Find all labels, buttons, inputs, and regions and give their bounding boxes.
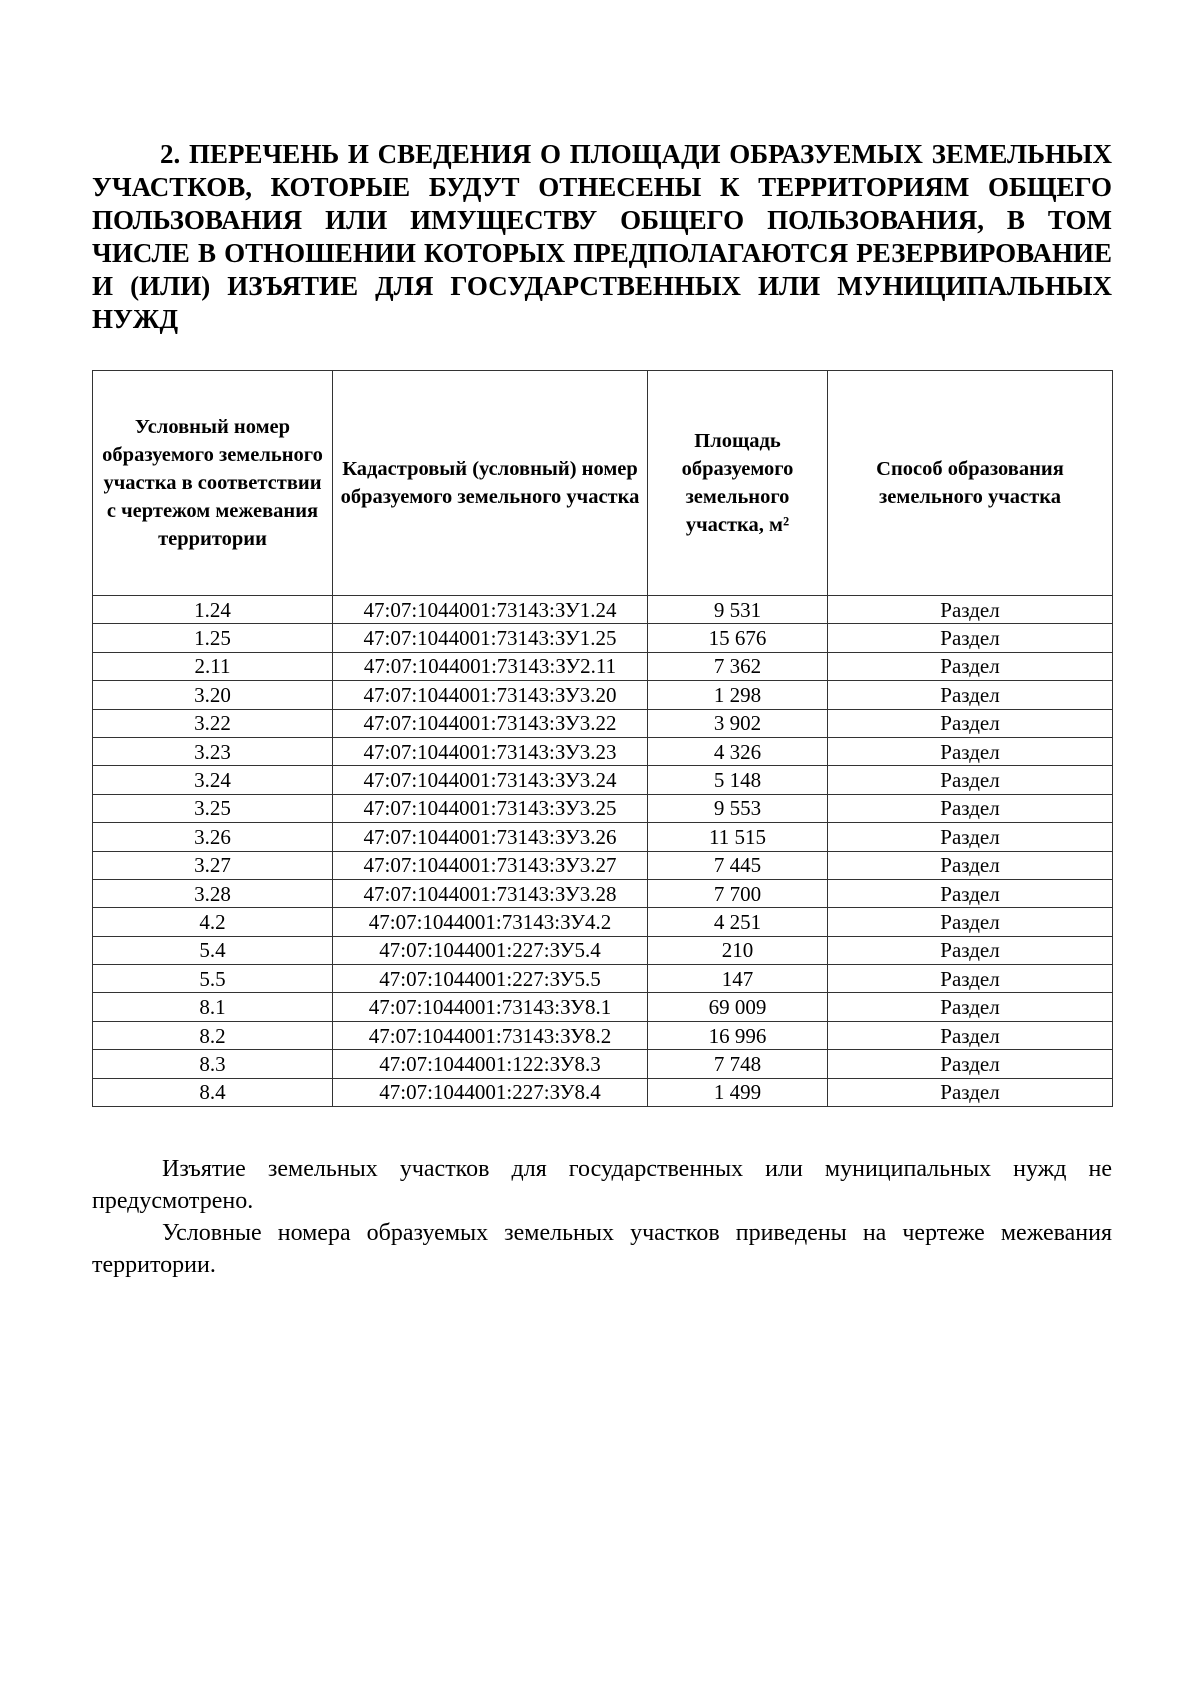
cell-area: 69 009 (648, 993, 828, 1021)
cell-formation-method: Раздел (828, 652, 1113, 680)
cell-formation-method: Раздел (828, 794, 1113, 822)
land-plots-table (92, 370, 1113, 1107)
table-row (93, 1021, 1113, 1049)
table-row (93, 709, 1113, 737)
header-formation-method: Способ образования земельного участка (828, 371, 1113, 596)
header-area: Площадь образуемого земельного участка, м² (648, 371, 828, 596)
cell-conditional-number: 8.4 (93, 1078, 333, 1106)
cell-area: 11 515 (648, 823, 828, 851)
cell-area: 4 326 (648, 737, 828, 765)
cell-cadastral-number: 47:07:1044001:73143:ЗУ3.23 (333, 737, 648, 765)
cell-formation-method: Раздел (828, 1050, 1113, 1078)
cell-formation-method: Раздел (828, 879, 1113, 907)
cell-formation-method: Раздел (828, 737, 1113, 765)
cell-formation-method: Раздел (828, 596, 1113, 624)
cell-conditional-number: 3.24 (93, 766, 333, 794)
note-paragraph: Изъятие земельных участков для государственных или муниципальных нужд не предусмотрено. (92, 1156, 1112, 1215)
cell-conditional-number: 3.27 (93, 851, 333, 879)
cell-conditional-number: 3.26 (93, 823, 333, 851)
cell-conditional-number: 8.1 (93, 993, 333, 1021)
cell-conditional-number: 8.3 (93, 1050, 333, 1078)
cell-conditional-number: 3.23 (93, 737, 333, 765)
cell-formation-method: Раздел (828, 624, 1113, 652)
cell-formation-method: Раздел (828, 965, 1113, 993)
cell-cadastral-number: 47:07:1044001:73143:ЗУ3.27 (333, 851, 648, 879)
table-row (93, 794, 1113, 822)
table-row (93, 596, 1113, 624)
cell-cadastral-number: 47:07:1044001:73143:ЗУ1.25 (333, 624, 648, 652)
table-row (93, 1050, 1113, 1078)
table-row (93, 737, 1113, 765)
cell-conditional-number: 1.25 (93, 624, 333, 652)
table-row (93, 965, 1113, 993)
cell-conditional-number: 8.2 (93, 1021, 333, 1049)
cell-conditional-number: 5.5 (93, 965, 333, 993)
cell-cadastral-number: 47:07:1044001:73143:ЗУ8.1 (333, 993, 648, 1021)
note-paragraph: Условные номера образуемых земельных участков приведены на чертеже межевания территории. (92, 1220, 1112, 1279)
cell-cadastral-number: 47:07:1044001:227:ЗУ8.4 (333, 1078, 648, 1106)
cell-conditional-number: 2.11 (93, 652, 333, 680)
cell-area: 16 996 (648, 1021, 828, 1049)
cell-area: 7 700 (648, 879, 828, 907)
cell-area: 147 (648, 965, 828, 993)
section-heading: 2. ПЕРЕЧЕНЬ И СВЕДЕНИЯ О ПЛОЩАДИ ОБРАЗУЕМЫХ ЗЕМЕЛЬНЫХ УЧАСТКОВ, КОТОРЫЕ БУДУТ ОТНЕСЕНЫ К ТЕРРИТОРИЯМ ОБЩЕГО ПОЛЬЗОВАНИЯ ИЛИ ИМУЩЕСТВУ ОБЩЕГО ПОЛЬЗОВАНИЯ, В ТОМ ЧИСЛЕ В ОТНОШЕНИИ КОТОРЫХ ПРЕДПОЛАГАЮТСЯ РЕЗЕРВИРОВАНИЕ И (ИЛИ) ИЗЪЯТИЕ ДЛЯ ГОСУДАРСТВЕННЫХ ИЛИ МУНИЦИПАЛЬНЫХ НУЖД (92, 139, 1112, 334)
table-row (93, 908, 1113, 936)
table-row (93, 879, 1113, 907)
cell-cadastral-number: 47:07:1044001:73143:ЗУ4.2 (333, 908, 648, 936)
cell-area: 210 (648, 936, 828, 964)
cell-area: 7 362 (648, 652, 828, 680)
cell-formation-method: Раздел (828, 993, 1113, 1021)
cell-conditional-number: 1.24 (93, 596, 333, 624)
cell-area: 7 445 (648, 851, 828, 879)
cell-cadastral-number: 47:07:1044001:227:ЗУ5.4 (333, 936, 648, 964)
document-page (92, 138, 1112, 1281)
cell-formation-method: Раздел (828, 851, 1113, 879)
cell-area: 7 748 (648, 1050, 828, 1078)
cell-conditional-number: 5.4 (93, 936, 333, 964)
cell-conditional-number: 3.25 (93, 794, 333, 822)
cell-cadastral-number: 47:07:1044001:227:ЗУ5.5 (333, 965, 648, 993)
cell-formation-method: Раздел (828, 1021, 1113, 1049)
cell-formation-method: Раздел (828, 681, 1113, 709)
table-row (93, 1078, 1113, 1106)
cell-formation-method: Раздел (828, 1078, 1113, 1106)
cell-area: 1 298 (648, 681, 828, 709)
table-row (93, 624, 1113, 652)
table-row (93, 652, 1113, 680)
cell-area: 9 553 (648, 794, 828, 822)
cell-area: 15 676 (648, 624, 828, 652)
header-conditional-number: Условный номер образуемого земельного участка в соответствии с чертежом межевания территории (93, 371, 333, 596)
cell-cadastral-number: 47:07:1044001:73143:ЗУ3.24 (333, 766, 648, 794)
table-row (93, 936, 1113, 964)
cell-conditional-number: 3.20 (93, 681, 333, 709)
table-body (93, 596, 1113, 1107)
table-row (93, 851, 1113, 879)
table-row (93, 823, 1113, 851)
cell-cadastral-number: 47:07:1044001:122:ЗУ8.3 (333, 1050, 648, 1078)
cell-cadastral-number: 47:07:1044001:73143:ЗУ8.2 (333, 1021, 648, 1049)
cell-cadastral-number: 47:07:1044001:73143:ЗУ3.25 (333, 794, 648, 822)
header-cadastral-number: Кадастровый (условный) номер образуемого земельного участка (333, 371, 648, 596)
cell-cadastral-number: 47:07:1044001:73143:ЗУ3.28 (333, 879, 648, 907)
cell-conditional-number: 3.22 (93, 709, 333, 737)
cell-formation-method: Раздел (828, 766, 1113, 794)
cell-area: 3 902 (648, 709, 828, 737)
cell-cadastral-number: 47:07:1044001:73143:ЗУ3.20 (333, 681, 648, 709)
table-header-row (93, 371, 1113, 596)
cell-formation-method: Раздел (828, 823, 1113, 851)
table-row (93, 766, 1113, 794)
notes (92, 1153, 1112, 1281)
cell-area: 5 148 (648, 766, 828, 794)
cell-formation-method: Раздел (828, 936, 1113, 964)
cell-conditional-number: 4.2 (93, 908, 333, 936)
table-row (93, 993, 1113, 1021)
cell-cadastral-number: 47:07:1044001:73143:ЗУ3.26 (333, 823, 648, 851)
cell-formation-method: Раздел (828, 908, 1113, 936)
cell-conditional-number: 3.28 (93, 879, 333, 907)
cell-formation-method: Раздел (828, 709, 1113, 737)
cell-area: 4 251 (648, 908, 828, 936)
table-row (93, 681, 1113, 709)
cell-cadastral-number: 47:07:1044001:73143:ЗУ3.22 (333, 709, 648, 737)
cell-cadastral-number: 47:07:1044001:73143:ЗУ2.11 (333, 652, 648, 680)
cell-area: 1 499 (648, 1078, 828, 1106)
cell-area: 9 531 (648, 596, 828, 624)
cell-cadastral-number: 47:07:1044001:73143:ЗУ1.24 (333, 596, 648, 624)
